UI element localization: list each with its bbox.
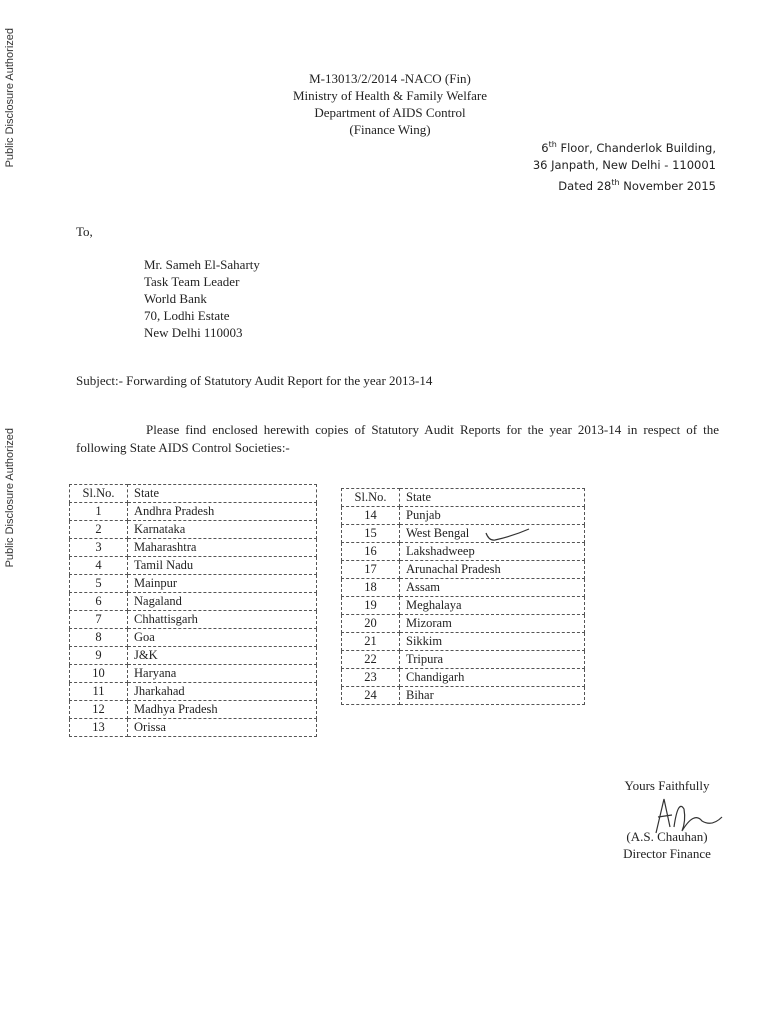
addressee-line: Mr. Sameh El-Saharty [144, 257, 260, 272]
column-header-state: State [400, 489, 585, 507]
table-row [70, 665, 317, 683]
table-row [70, 575, 317, 593]
row-state: Nagaland [128, 593, 317, 611]
row-number: 9 [70, 647, 128, 665]
row-state: Mainpur [128, 575, 317, 593]
row-number: 2 [70, 521, 128, 539]
sender-address [533, 136, 716, 195]
row-number: 20 [342, 615, 400, 633]
table-row [70, 629, 317, 647]
row-number: 12 [70, 701, 128, 719]
department-name: Department of AIDS Control [314, 105, 466, 120]
row-state: Mizoram [400, 615, 585, 633]
signatory-title: Director Finance [623, 846, 711, 861]
to-label: To, [76, 224, 93, 239]
row-number: 17 [342, 561, 400, 579]
table-row [70, 611, 317, 629]
table-header-row [70, 485, 317, 503]
table-row [70, 539, 317, 557]
table-row [70, 593, 317, 611]
row-number: 23 [342, 669, 400, 687]
row-number: 8 [70, 629, 128, 647]
table-row [342, 543, 585, 561]
row-number: 13 [70, 719, 128, 737]
table-row [342, 525, 585, 543]
letter-date: Dated 28th November 2015 [558, 177, 716, 193]
row-state: Sikkim [400, 633, 585, 651]
row-number: 3 [70, 539, 128, 557]
row-number: 4 [70, 557, 128, 575]
row-state: Karnataka [128, 521, 317, 539]
table-row [342, 669, 585, 687]
row-state: Tripura [400, 651, 585, 669]
row-number: 6 [70, 593, 128, 611]
closing-salutation: Yours Faithfully [624, 778, 710, 793]
row-number: 16 [342, 543, 400, 561]
row-number: 19 [342, 597, 400, 615]
row-number: 18 [342, 579, 400, 597]
column-header-state: State [128, 485, 317, 503]
table-row [70, 701, 317, 719]
reference-number: M-13013/2/2014 -NACO (Fin) [309, 71, 471, 86]
row-number: 21 [342, 633, 400, 651]
row-state: West Bengal [400, 525, 585, 543]
row-state: Chandigarh [400, 669, 585, 687]
row-state: Assam [400, 579, 585, 597]
table-header-row [342, 489, 585, 507]
row-state: Meghalaya [400, 597, 585, 615]
table-row [70, 647, 317, 665]
address-line-2: 36 Janpath, New Delhi - 110001 [532, 157, 716, 172]
table-row [342, 597, 585, 615]
row-number: 11 [70, 683, 128, 701]
side-label-middle: Public Disclosure Authorized [4, 428, 16, 568]
table-row [70, 521, 317, 539]
row-number: 10 [70, 665, 128, 683]
table-row [342, 633, 585, 651]
body-paragraph: Please find enclosed herewith copies of Statutory Audit Reports for the year 2013-14 in respect of the following State AIDS Control Societies:- [76, 422, 719, 455]
addressee-line: New Delhi 110003 [144, 325, 243, 340]
table-row [70, 683, 317, 701]
row-state: Bihar [400, 687, 585, 705]
row-number: 22 [342, 651, 400, 669]
table-row [342, 561, 585, 579]
table-row [342, 579, 585, 597]
row-state: Goa [128, 629, 317, 647]
row-state: Lakshadweep [400, 543, 585, 561]
table-row [70, 503, 317, 521]
addressee-line: World Bank [144, 291, 207, 306]
row-state: Haryana [128, 665, 317, 683]
row-state: J&K [128, 647, 317, 665]
addressee-block [144, 256, 260, 341]
states-table-right [341, 488, 585, 705]
row-number: 14 [342, 507, 400, 525]
table-row [70, 719, 317, 737]
row-state: Tamil Nadu [128, 557, 317, 575]
signature-image [642, 793, 726, 839]
row-state: Arunachal Pradesh [400, 561, 585, 579]
row-state: Andhra Pradesh [128, 503, 317, 521]
row-state: Madhya Pradesh [128, 701, 317, 719]
row-state: Chhattisgarh [128, 611, 317, 629]
address-line-1: 6th Floor, Chanderlok Building, [541, 140, 716, 155]
row-state: Orissa [128, 719, 317, 737]
row-number: 7 [70, 611, 128, 629]
row-number: 24 [342, 687, 400, 705]
column-header-slno: Sl.No. [70, 485, 128, 503]
states-table-left [69, 484, 317, 737]
signatory-name: (A.S. Chauhan) [626, 829, 708, 844]
table-row [342, 507, 585, 525]
addressee-line: 70, Lodhi Estate [144, 308, 230, 323]
side-label-top: Public Disclosure Authorized [4, 28, 16, 168]
table-row [342, 615, 585, 633]
row-state: Maharashtra [128, 539, 317, 557]
table-row [70, 557, 317, 575]
row-number: 1 [70, 503, 128, 521]
wing-name: (Finance Wing) [349, 122, 431, 137]
row-state: Jharkahad [128, 683, 317, 701]
row-number: 15 [342, 525, 400, 543]
letter-header [0, 70, 770, 138]
row-state: Punjab [400, 507, 585, 525]
table-row [342, 687, 585, 705]
tick-mark-icon [483, 527, 533, 547]
row-number: 5 [70, 575, 128, 593]
addressee-line: Task Team Leader [144, 274, 240, 289]
ministry-name: Ministry of Health & Family Welfare [292, 88, 488, 103]
column-header-slno: Sl.No. [342, 489, 400, 507]
subject-line: Subject:- Forwarding of Statutory Audit Report for the year 2013-14 [76, 373, 433, 388]
table-row [342, 651, 585, 669]
